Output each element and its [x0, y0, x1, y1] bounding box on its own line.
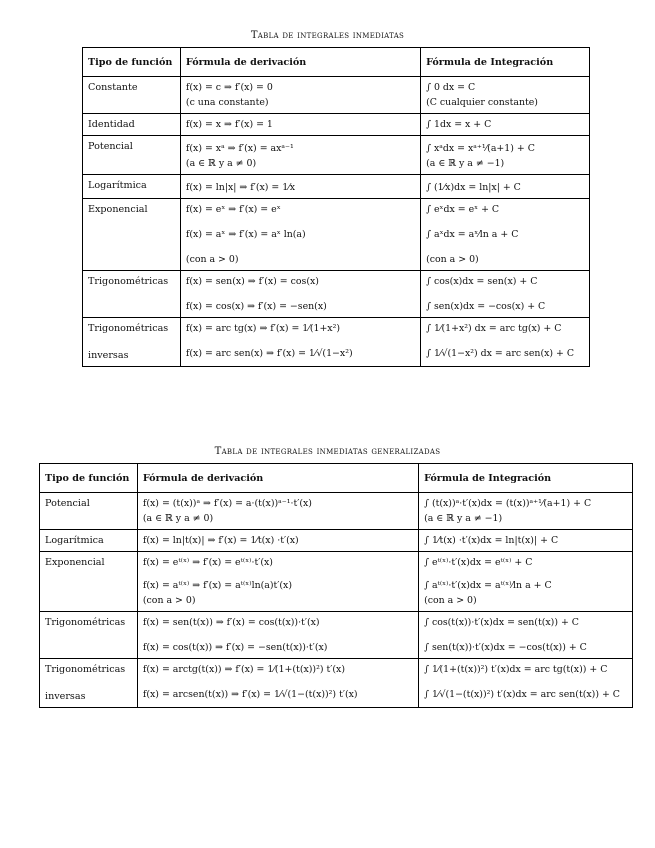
cell-line: (con a > 0)	[142, 595, 196, 606]
header-row	[40, 464, 633, 493]
cell-line: f(x) = arcsen(t(x)) ⇒ f′(x) = 1⁄√(1−(t(x))²) t′(x)	[142, 689, 358, 700]
cell-integracion	[421, 199, 590, 271]
cell-tipo	[40, 530, 138, 552]
table-row	[83, 136, 590, 175]
cell-integracion	[419, 530, 633, 552]
cell-line: ∫ (1⁄x)dx = ln|x| + C	[426, 182, 521, 193]
table-row	[83, 175, 590, 199]
cell-line: (c una constante)	[185, 97, 269, 108]
cell-derivacion	[137, 530, 418, 552]
cell-line: ∫ 1⁄(1+x²) dx = arc tg(x) + C	[426, 323, 562, 334]
cell-line: f(x) = (t(x))ᵃ ⇒ f′(x) = a·(t(x))ᵃ⁻¹·t′(x)	[142, 498, 312, 509]
cell-line: f(x) = ln|t(x)| ⇒ f′(x) = 1⁄t(x) ·t′(x)	[142, 535, 299, 546]
cell-line: Potencial	[88, 141, 133, 152]
cell-line: ∫ eᵗ⁽ˣ⁾·t′(x)dx = eᵗ⁽ˣ⁾ + C	[424, 557, 533, 568]
cell-line: (con a > 0)	[424, 595, 477, 606]
cell-line: ∫ eˣdx = eˣ + C	[426, 204, 500, 215]
cell-line: (a ∈ ℝ y a ≠ −1)	[424, 513, 503, 524]
cell-derivacion	[137, 612, 418, 659]
header-integracion: Fórmula de Integración	[419, 464, 633, 493]
cell-line: Identidad	[88, 119, 135, 130]
cell-line: ∫ (t(x))ᵃ·t′(x)dx = (t(x))ᵃ⁺¹⁄(a+1) + C	[424, 498, 592, 509]
table-row	[40, 530, 633, 552]
cell-line: ∫ 1dx = x + C	[426, 119, 492, 130]
cell-tipo	[40, 612, 138, 659]
cell-line: inversas	[88, 350, 129, 361]
cell-line: f(x) = aᵗ⁽ˣ⁾ ⇒ f′(x) = aᵗ⁽ˣ⁾ln(a)t′(x)	[142, 580, 293, 591]
cell-integracion	[421, 77, 590, 114]
cell-tipo	[40, 552, 138, 612]
cell-line: f(x) = c ⇒ f′(x) = 0	[185, 82, 273, 93]
cell-tipo	[83, 175, 181, 199]
header-row	[83, 48, 590, 77]
cell-line: ∫ aᵗ⁽ˣ⁾·t′(x)dx = aᵗ⁽ˣ⁾⁄ln a + C	[424, 580, 552, 591]
table-row	[83, 77, 590, 114]
cell-line: f(x) = xᵃ ⇒ f′(x) = axᵃ⁻¹	[185, 143, 294, 154]
table-row	[40, 659, 633, 708]
cell-line: (con a > 0)	[185, 254, 239, 265]
cell-integracion	[421, 136, 590, 175]
table-row	[40, 612, 633, 659]
table-row	[83, 271, 590, 318]
cell-line: (con a > 0)	[426, 254, 479, 265]
table2-caption: Tabla de integrales inmediatas generalizadas	[214, 446, 441, 457]
cell-line: (a ∈ ℝ y a ≠ 0)	[142, 513, 214, 524]
cell-line: ∫ sen(x)dx = −cos(x) + C	[426, 301, 546, 312]
cell-integracion	[421, 114, 590, 136]
cell-line: f(x) = sen(x) ⇒ f′(x) = cos(x)	[185, 276, 319, 287]
cell-line: ∫ 1⁄t(x) ·t′(x)dx = ln|t(x)| + C	[424, 535, 559, 546]
cell-derivacion	[180, 318, 420, 367]
cell-integracion	[421, 318, 590, 367]
cell-line: Trigonométricas	[45, 664, 126, 675]
cell-tipo	[83, 271, 181, 318]
cell-line: Logarítmica	[45, 535, 104, 546]
cell-derivacion	[180, 77, 420, 114]
cell-line: ∫ 1⁄√(1−(t(x))²) t′(x)dx = arc sen(t(x)) + C	[424, 689, 620, 700]
cell-line: ∫ xᵃdx = xᵃ⁺¹⁄(a+1) + C	[426, 143, 535, 154]
cell-line: ∫ cos(t(x))·t′(x)dx = sen(t(x)) + C	[424, 617, 579, 628]
cell-line: ∫ cos(x)dx = sen(x) + C	[426, 276, 538, 287]
generalized-integrals-table	[39, 463, 633, 708]
cell-line: Potencial	[45, 498, 90, 509]
cell-line: Trigonométricas	[88, 323, 169, 334]
table-row	[40, 552, 633, 612]
cell-derivacion	[180, 114, 420, 136]
cell-line: f(x) = arc tg(x) ⇒ f′(x) = 1⁄(1+x²)	[185, 323, 341, 334]
table-row	[83, 114, 590, 136]
cell-line: inversas	[45, 691, 86, 702]
header-tipo: Tipo de función	[83, 48, 181, 77]
cell-tipo	[83, 199, 181, 271]
cell-tipo	[40, 659, 138, 708]
cell-integracion	[419, 493, 633, 530]
cell-line: f(x) = sen(t(x)) ⇒ f′(x) = cos(t(x))·t′(x)	[142, 617, 320, 628]
integrals-table	[82, 47, 590, 367]
cell-derivacion	[137, 659, 418, 708]
table-row	[83, 318, 590, 367]
cell-line: ∫ 1⁄(1+(t(x))²) t′(x)dx = arc tg(t(x)) + C	[424, 664, 608, 675]
cell-integracion	[419, 552, 633, 612]
cell-line: Trigonométricas	[45, 617, 126, 628]
header-tipo: Tipo de función	[40, 464, 138, 493]
cell-line: Exponencial	[45, 557, 105, 568]
cell-line: ∫ aˣdx = aˣ⁄ln a + C	[426, 229, 519, 240]
cell-derivacion	[137, 552, 418, 612]
cell-derivacion	[137, 493, 418, 530]
cell-integracion	[419, 612, 633, 659]
header-derivacion: Fórmula de derivación	[180, 48, 420, 77]
cell-integracion	[419, 659, 633, 708]
cell-line: f(x) = ln|x| ⇒ f′(x) = 1⁄x	[185, 182, 296, 193]
table1-caption: Tabla de integrales inmediatas	[250, 30, 405, 41]
cell-line: f(x) = eˣ ⇒ f′(x) = eˣ	[185, 204, 281, 215]
cell-integracion	[421, 175, 590, 199]
header-integracion: Fórmula de Integración	[421, 48, 590, 77]
cell-line: Exponencial	[88, 204, 148, 215]
cell-derivacion	[180, 271, 420, 318]
cell-line: f(x) = cos(t(x)) ⇒ f′(x) = −sen(t(x))·t′(x)	[142, 642, 328, 653]
cell-line: f(x) = arctg(t(x)) ⇒ f′(x) = 1⁄(1+(t(x))²) t′(x)	[142, 664, 345, 675]
cell-tipo	[40, 493, 138, 530]
header-derivacion: Fórmula de derivación	[137, 464, 418, 493]
cell-tipo	[83, 77, 181, 114]
cell-line: ∫ 0 dx = C	[426, 82, 476, 93]
cell-line: ∫ sen(t(x))·t′(x)dx = −cos(t(x)) + C	[424, 642, 587, 653]
cell-line: (a ∈ ℝ y a ≠ 0)	[185, 158, 257, 169]
cell-line: f(x) = arc sen(x) ⇒ f′(x) = 1⁄√(1−x²)	[185, 348, 353, 359]
cell-line: f(x) = aˣ ⇒ f′(x) = aˣ ln(a)	[185, 229, 306, 240]
cell-derivacion	[180, 199, 420, 271]
cell-integracion	[421, 271, 590, 318]
cell-derivacion	[180, 136, 420, 175]
cell-line: Trigonométricas	[88, 276, 169, 287]
cell-line: f(x) = cos(x) ⇒ f′(x) = −sen(x)	[185, 301, 327, 312]
cell-derivacion	[180, 175, 420, 199]
cell-line: (a ∈ ℝ y a ≠ −1)	[426, 158, 505, 169]
cell-line: f(x) = eᵗ⁽ˣ⁾ ⇒ f′(x) = eᵗ⁽ˣ⁾·t′(x)	[142, 557, 273, 568]
table-row	[40, 493, 633, 530]
cell-tipo	[83, 318, 181, 367]
cell-line: ∫ 1⁄√(1−x²) dx = arc sen(x) + C	[426, 348, 575, 359]
cell-tipo	[83, 136, 181, 175]
cell-tipo	[83, 114, 181, 136]
cell-line: Logarítmica	[88, 180, 147, 191]
table-row	[83, 199, 590, 271]
cell-line: f(x) = x ⇒ f′(x) = 1	[185, 119, 273, 130]
cell-line: Constante	[88, 82, 138, 93]
cell-line: (C cualquier constante)	[426, 97, 538, 108]
